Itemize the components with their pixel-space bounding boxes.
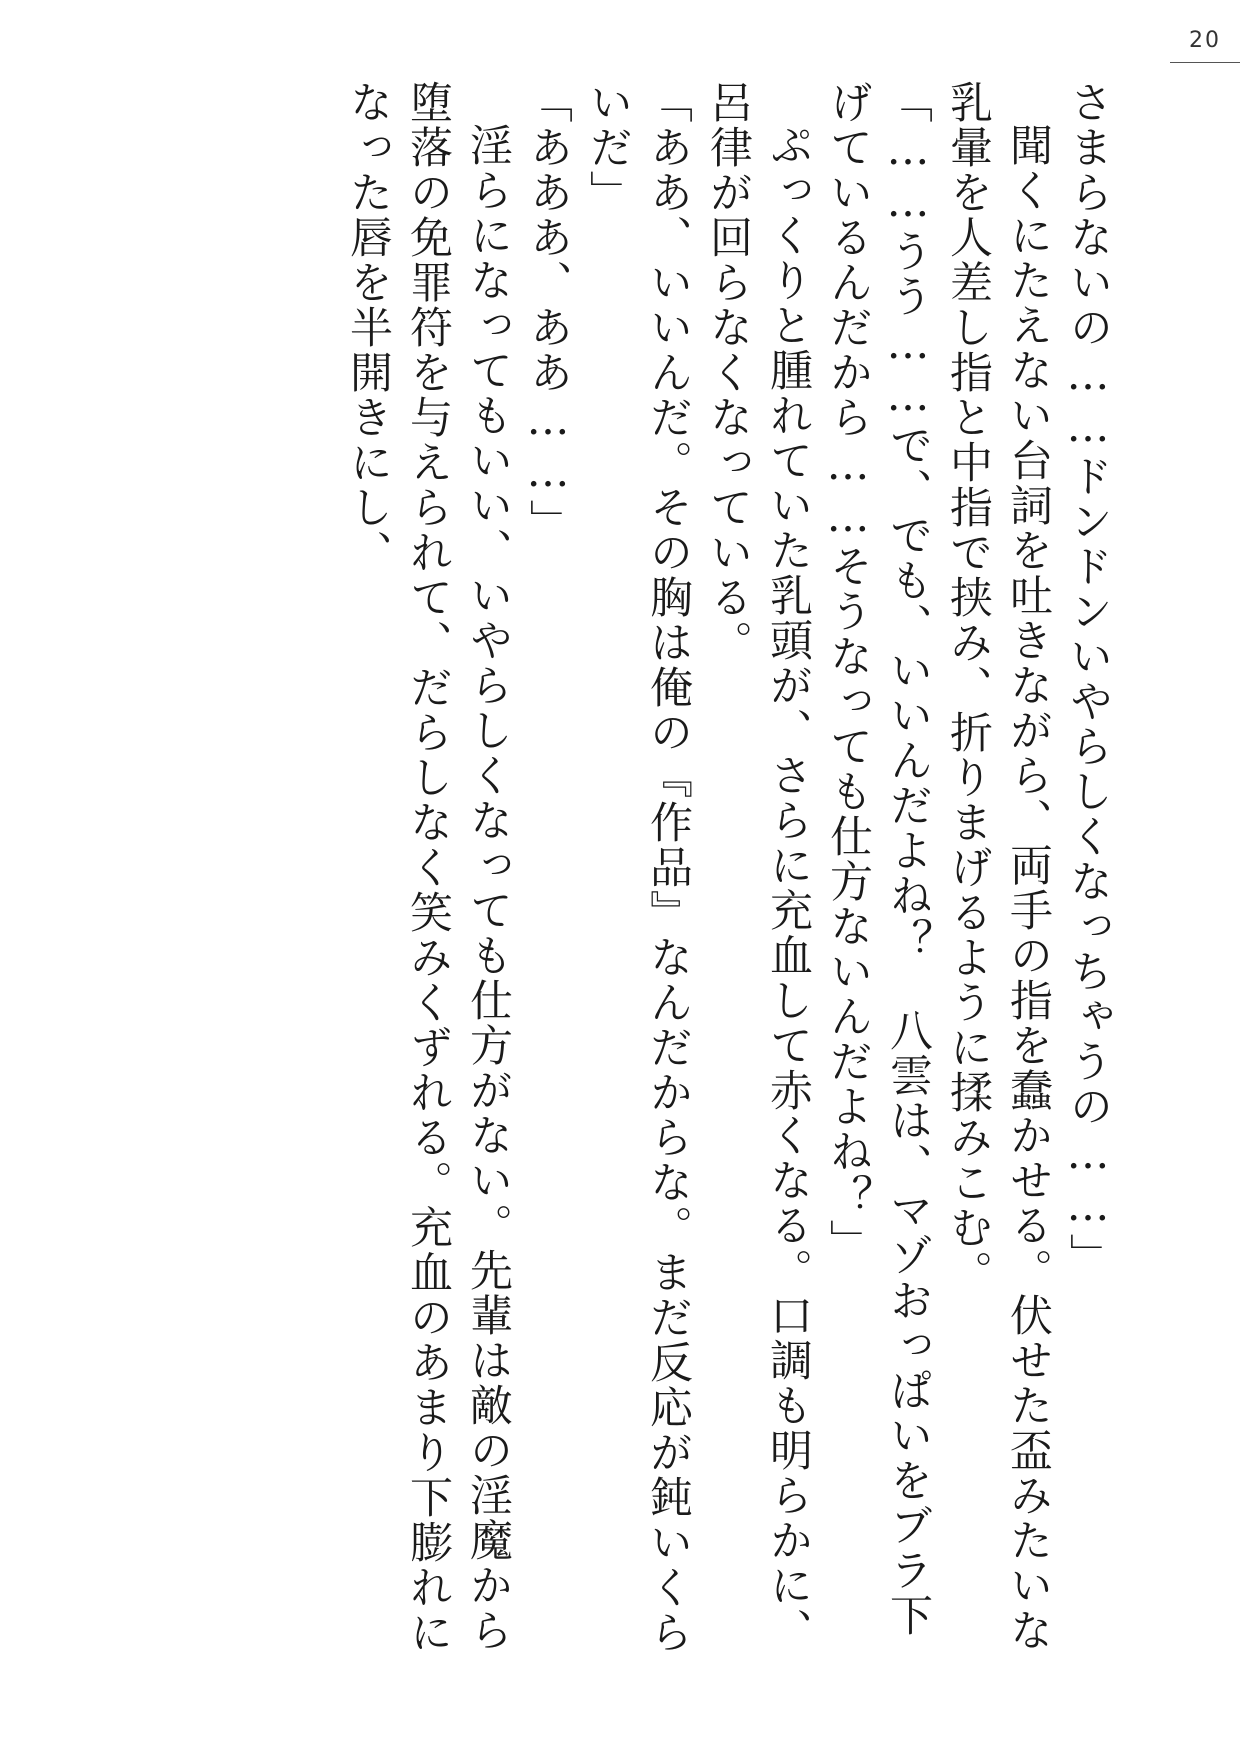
paragraph-2: 聞くにたえない台詞を吐きながら、両手の指を蠢かせる。伏せた盃みたいな乳暈を人差し指と中指で挟み、折りまげるように揉みこむ。: [943, 80, 1053, 1653]
paragraph-4: ぷっくりと腫れていた乳頭が、さらに充血して赤くなる。口調も明らかに、呂律が回らなくなっている。: [703, 80, 813, 1653]
paragraph-5: 「ああ、いいんだ。その胸は俺の『作品』なんだからな。まだ反応が鈍いくらいだ」: [583, 80, 693, 1655]
page-number-rule: [1170, 62, 1240, 63]
paragraph-1: さまらないの……ドンドンいやらしくなっちゃうの……」: [1063, 80, 1113, 1278]
novel-text-body: [98, 80, 1118, 1680]
paragraph-7: 淫らになってもいい、いやらしくなっても仕方がない。先輩は敵の淫魔から堕落の免罪符を与えられて、だらしなく笑みくずれる。充血のあまり下膨れになった唇を半開きにし、: [343, 80, 513, 1655]
page-number: 20: [1189, 28, 1221, 53]
paragraph-3: 「……うう……で、でも、いいんだよね？ 八雲は、マゾおっぱいをブラ下げているんだから……そうなっても仕方ないんだよね？」: [823, 80, 933, 1638]
paragraph-6: 「あああ、ああ……」: [523, 80, 573, 544]
